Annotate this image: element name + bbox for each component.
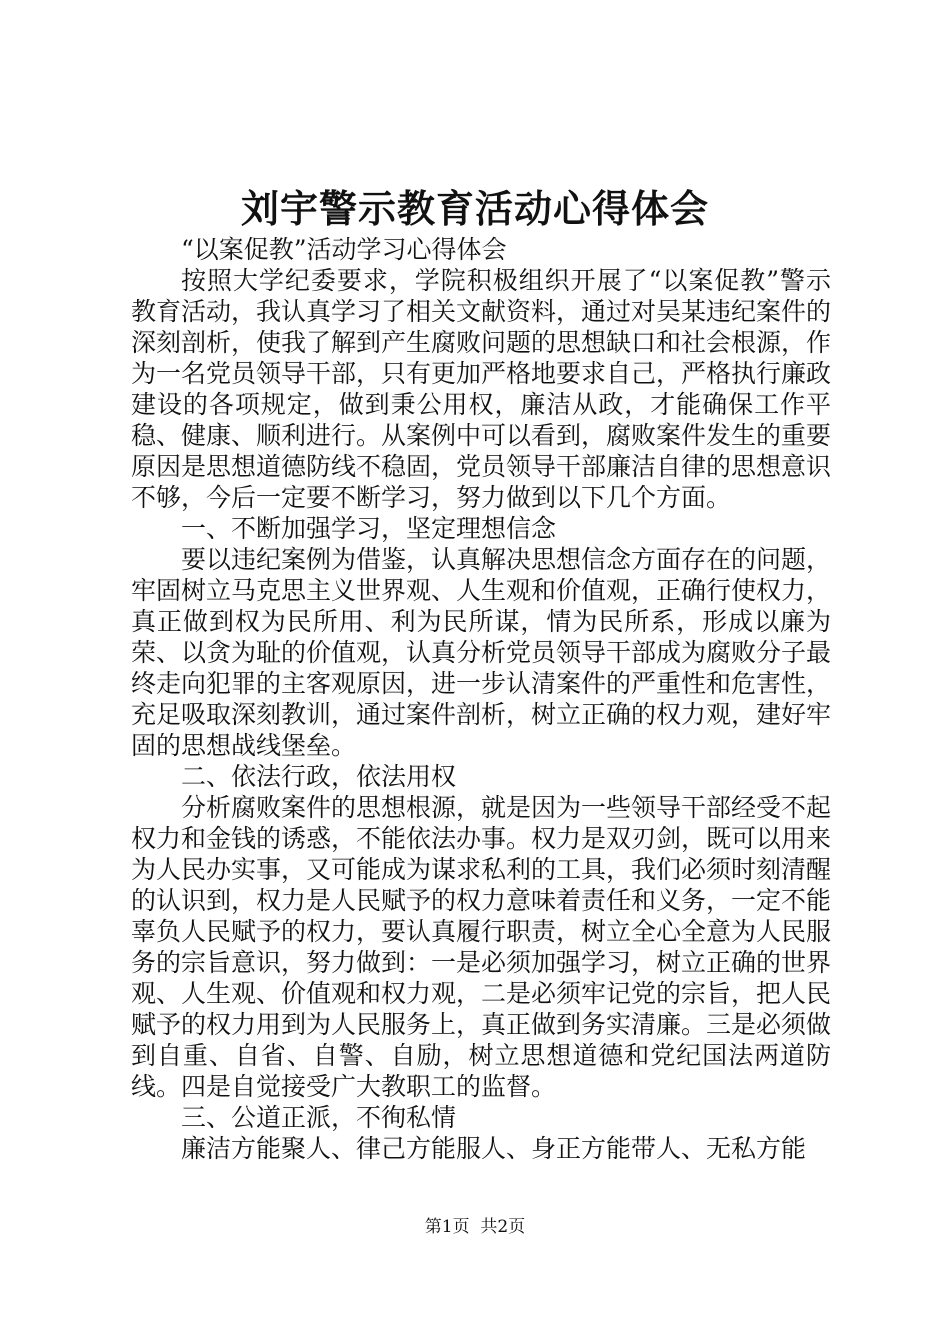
page-footer xyxy=(0,1216,950,1238)
section-heading-3: 三、公道正派，不徇私情 xyxy=(181,1103,457,1132)
section-heading-1: 一、不断加强学习，坚定理想信念 xyxy=(181,514,557,543)
paragraph-section-1: 要以违纪案例为借鉴，认真解决思想信念方面存在的问题，牢固树立马克思主义世界观、人生观和价值观，正确行使权力，真正做到权为民所用、利为民所谋，情为民所系，形成以廉为荣、以贪为耻的价值观，认真分析党员领导干部成为腐败分子最终走向犯罪的主客观原因，进一步认清案件的严重性和危害性，充足吸取深刻教训，通过案件剖析，树立正确的权力观，建好牢固的思想战线堡垒。 xyxy=(131,545,832,760)
page-number-total: 共2页 xyxy=(480,1217,526,1237)
paragraph-subtitle: “以案促教”活动学习心得体会 xyxy=(181,235,507,264)
paragraph-section-2: 分析腐败案件的思想根源，就是因为一些领导干部经受不起权力和金钱的诱惑，不能依法办事。权力是双刃剑，既可以用来为人民办实事，又可能成为谋求私利的工具，我们必须时刻清醒的认识到，权力是人民赋予的权力意味着责任和义务，一定不能辜负人民赋予的权力，要认真履行职责，树立全心全意为人民服务的宗旨意识，努力做到：一是必须加强学习，树立正确的世界观、人生观、价值观和权力观，二是必须牢记党的宗旨，把人民赋予的权力用到为人民服务上，真正做到务实清廉。三是必须做到自重、自省、自警、自励，树立思想道德和党纪国法两道防线。四是自觉接受广大教职工的监督。 xyxy=(131,793,832,1101)
page-number-current: 第1页 xyxy=(424,1217,470,1237)
section-heading-2: 二、依法行政，依法用权 xyxy=(181,762,457,791)
document-body xyxy=(131,234,831,1164)
document-title: 刘宇警示教育活动心得体会 xyxy=(240,186,709,231)
paragraph-intro: 按照大学纪委要求，学院积极组织开展了“以案促教”警示教育活动，我认真学习了相关文献资料，通过对吴某违纪案件的深刻剖析，使我了解到产生腐败问题的思想缺口和社会根源，作为一名党员领导干部，只有更加严格地要求自己，严格执行廉政建设的各项规定，做到秉公用权，廉洁从政，才能确保工作平稳、健康、顺利进行。从案例中可以看到，腐败案件发生的重要原因是思想道德防线不稳固，党员领导干部廉洁自律的思想意识不够，今后一定要不断学习，努力做到以下几个方面。 xyxy=(131,266,832,512)
paragraph-section-3: 廉洁方能聚人、律己方能服人、身正方能带人、无私方能 xyxy=(181,1134,807,1163)
